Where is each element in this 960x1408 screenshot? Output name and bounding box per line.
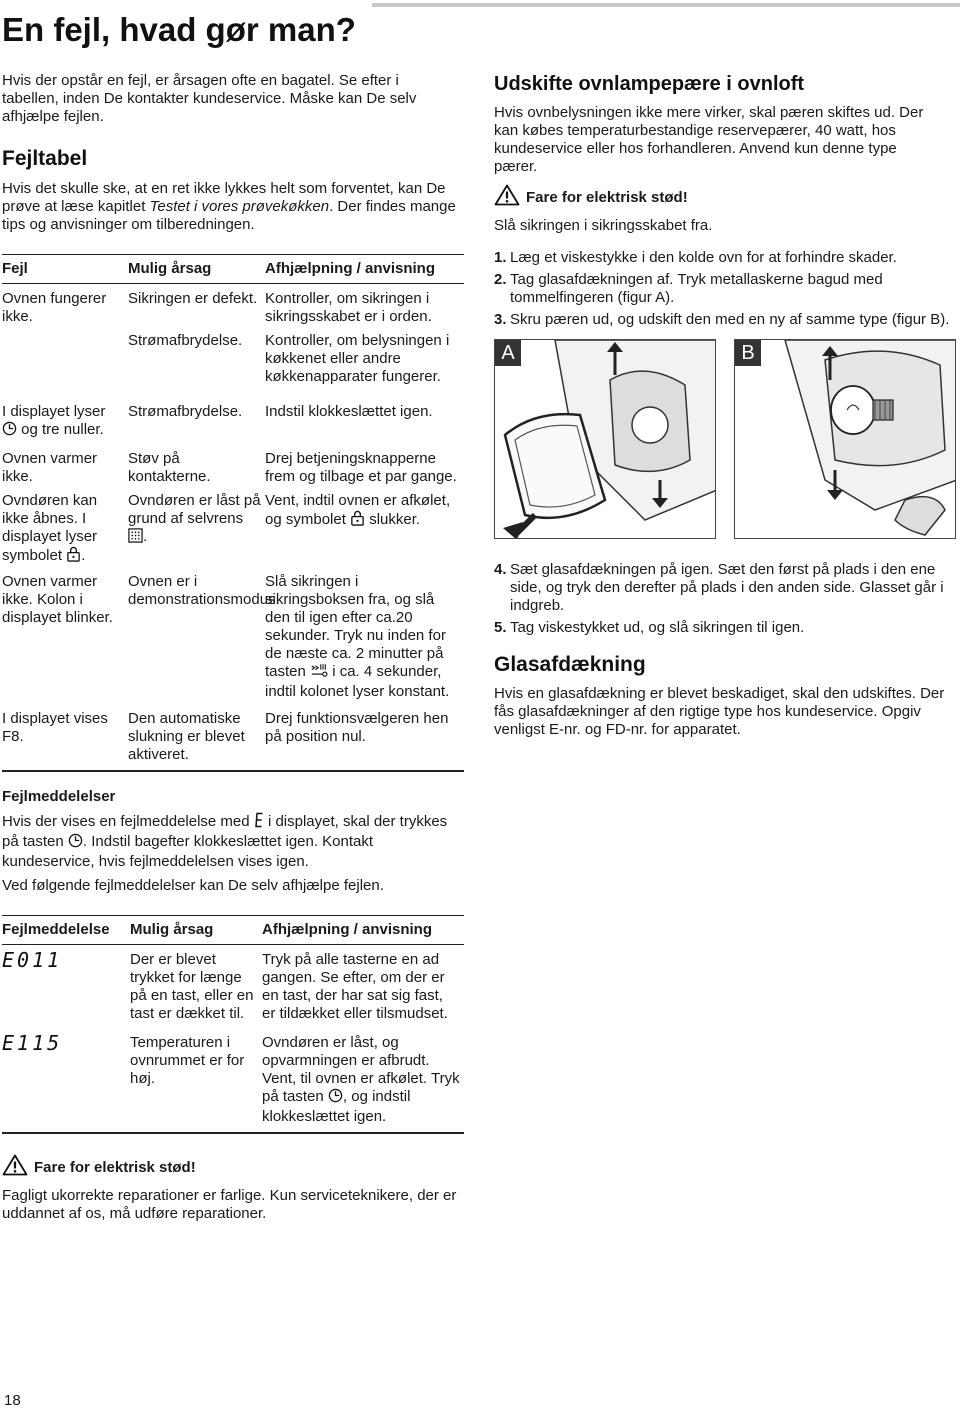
cell-afhjaelp: Indstil klokkeslættet igen. (265, 403, 433, 420)
cell-fejl-a: I displayet lyser (2, 403, 106, 420)
cell-afhjaelp: Kontroller, om sikringen i sikringsskabet er i orden. (265, 290, 432, 325)
cell-code (2, 945, 130, 1032)
lamp-cover-illustration (495, 340, 716, 539)
table-row (2, 1031, 464, 1133)
cell-fejl: I displayet vises F8. (2, 710, 108, 745)
glas-heading: Glasafdækning (494, 653, 646, 676)
step-text: Sæt glasafdækningen på igen. Sæt den først på plads i den ene side, og tryk den derefter på plads i den anden side. Glasset går i indgreb. (510, 561, 944, 614)
fejlmeddelelser-heading: Fejlmeddelelser (2, 788, 116, 805)
step-number: 2. (494, 271, 507, 288)
table-row (2, 284, 464, 330)
table-row (2, 707, 464, 771)
fejltabel-intro (2, 180, 462, 234)
list-item (494, 311, 956, 329)
step-number: 5. (494, 619, 507, 636)
table-row (2, 400, 464, 447)
glas-text: Hvis en glasafdækning er blevet beskadiget, skal den udskiftes. Der fås glasafdækninger af den rigtige type hos kundeservice. Opgiv venligst E-nr. og FD-nr. for apparatet. (494, 685, 945, 738)
lamp-bulb-illustration (735, 340, 956, 539)
table-row (2, 329, 464, 400)
cell-fejl: Ovnen fungerer ikke. (2, 290, 107, 325)
table-row (2, 570, 464, 707)
fejltabel-intro-b: . Der findes mange tips og anvisninger om tilberedningen. (2, 198, 456, 233)
cell-afhjaelp (265, 570, 464, 707)
step-text: Skru pæren ud, og udskift den med en ny af samme type (figur B). (510, 311, 950, 328)
fejltabel-intro-italic: Testet i vores prøvekøkken (149, 198, 330, 215)
fejltabel-intro-a: Hvis det skulle ske, at en ret ikke lykkes helt som forventet, kan De prøve at læse kapitlet (2, 180, 446, 215)
page-title: En fejl, hvad gør man? (2, 11, 356, 48)
step-number: 4. (494, 561, 507, 578)
warning-box-lamp (494, 184, 956, 211)
cell-fejl-b: . (81, 547, 86, 564)
fejl-table-header (2, 255, 464, 284)
list-item (494, 619, 956, 637)
col-header-fejlmeddelelse: Fejlmeddelelse (2, 916, 130, 945)
step-text: Tag glasafdækningen af. Tryk metallaskerne bagud med tommelfingeren (figur A). (510, 271, 883, 306)
warning-title: Fare for elektrisk stød! (526, 188, 688, 206)
warning-triangle-icon (2, 1154, 28, 1181)
error-code-display: E011 (2, 948, 63, 972)
cell-aarsag: Strømafbrydelse. (128, 403, 243, 420)
cell-afhjaelp-b: slukker. (365, 511, 421, 528)
step-text: Læg et viskestykke i den kolde ovn for at forhindre skader. (510, 249, 897, 266)
table-row (2, 447, 464, 489)
cell-aarsag: Strømafbrydelse. (128, 332, 243, 349)
cell-afhjaelp: Drej betjeningsknapperne frem og tilbage et par gange. (265, 450, 457, 485)
cell-code (2, 1031, 130, 1133)
cell-afhjaelp-a: Ovndøren er låst, og opvarmningen er afbrudt. Vent, til ovnen er afkølet. Tryk på tasten (262, 1034, 460, 1105)
cell-afhjaelp: Tryk på alle tasterne en ad gangen. Se efter, om der er en tast, der har sat sig fast, er tildækket eller tilsmudset. (262, 951, 448, 1022)
selfclean-icon (128, 528, 143, 548)
fejlmeddelelser-intro (2, 812, 450, 871)
warning-triangle-icon (494, 184, 520, 211)
cell-fejl-b: og tre nuller. (17, 421, 104, 438)
step-number: 3. (494, 311, 507, 328)
lamp-figure (494, 339, 956, 539)
cell-afhjaelp: Kontroller, om belysningen i køkkenet eller andre køkkenapparater fungerer. (265, 332, 450, 385)
lamp-steps-2 (494, 561, 956, 637)
fejl-table (2, 254, 464, 772)
col-header-afhjaelp: Afhjælpning / anvisning (262, 916, 464, 945)
lamp-warning-text: Slå sikringen i sikringsskabet fra. (494, 217, 713, 234)
lock-icon (350, 510, 365, 531)
lamp-intro: Hvis ovnbelysningen ikke mere virker, skal pæren skiftes ud. Der kan købes temperaturbestandige reservepærer, 40 watt, hos kundeservice eller hos forhandleren. Anvend kun denne type pærer. (494, 104, 924, 175)
cell-fejl: Ovnen varmer ikke. Kolon i displayet blinker. (2, 573, 113, 626)
fejlmeddelelse-table (2, 915, 464, 1134)
fejlmeddelelser-text-a: Hvis der vises en fejlmeddelelse med (2, 813, 254, 830)
list-item (494, 249, 956, 267)
step-text: Tag viskestykket ud, og slå sikringen til igen. (510, 619, 805, 636)
fejlmeddelelser-text-b: i displayet, skal der trykkes på tasten (2, 813, 448, 850)
fejlmeddelelser-p2: Ved følgende fejlmeddelelser kan De selv afhjælpe fejlen. (2, 877, 384, 894)
cell-afhjaelp-b: , og indstil klokkeslættet igen. (262, 1088, 411, 1125)
col-header-fejl: Fejl (2, 255, 128, 284)
list-item (494, 561, 956, 615)
cell-afhjaelp-b: i ca. 4 sekunder, indtil kolonet lyser konstant. (265, 663, 450, 700)
cell-aarsag-b: . (143, 528, 148, 545)
col-header-aarsag: Mulig årsag (130, 916, 262, 945)
cell-aarsag: Støv på kontakterne. (128, 450, 211, 485)
warning-text: Fagligt ukorrekte reparationer er farlige. Kun serviceteknikere, der er uddannet af os, må udføre reparationer. (2, 1187, 457, 1222)
cell-fejl (2, 400, 128, 447)
cell-fejl (2, 489, 128, 570)
table-row (2, 945, 464, 1032)
page-number: 18 (4, 1392, 21, 1408)
cell-afhjaelp (262, 1031, 464, 1133)
cell-aarsag (128, 489, 265, 570)
intro-text: Hvis der opstår en fejl, er årsagen ofte en bagatel. Se efter i tabellen, inden De kontakter kundeservice. Måske kan De selv afhjælpe fejlen. (2, 72, 417, 125)
error-code-display: E115 (2, 1031, 63, 1055)
fejlmeddelelse-table-header (2, 916, 464, 945)
col-header-afhjaelp: Afhjælpning / anvisning (265, 255, 464, 284)
left-column (2, 72, 464, 1223)
fejltabel-heading: Fejltabel (2, 147, 88, 170)
top-rule (0, 0, 960, 8)
cell-afhjaelp-a: Vent, indtil ovnen er afkølet, og symbolet (265, 492, 451, 528)
cell-aarsag: Temperaturen i ovnrummet er for høj. (130, 1034, 245, 1087)
clock-icon (328, 1088, 343, 1108)
cell-afhjaelp-a: Slå sikringen i sikringsboksen fra, og slå den til igen efter ca.20 sekunder. Tryk nu inden for de næste ca. 2 minutter på tasten (265, 573, 446, 680)
warning-box-bottom (2, 1154, 464, 1181)
figure-label-a: A (495, 340, 521, 366)
table-row (2, 489, 464, 570)
clock-icon (2, 421, 17, 441)
step-number: 1. (494, 249, 507, 266)
cell-fejl (2, 329, 128, 400)
warning-title: Fare for elektrisk stød! (34, 1158, 196, 1176)
cell-aarsag: Sikringen er defekt. (128, 290, 258, 307)
cell-aarsag-a: Ovndøren er låst på grund af selvrens (128, 492, 261, 527)
cell-aarsag: Ovnen er i demonstrationsmodus. (128, 573, 280, 608)
error-e-icon (254, 812, 264, 833)
cell-afhjaelp: Drej funktionsvælgeren hen på position nul. (265, 710, 449, 745)
figure-a (494, 339, 716, 539)
lock-icon (66, 546, 81, 567)
cell-fejl-a: Ovndøren kan ikke åbnes. I displayet lyser symbolet (2, 492, 98, 564)
col-header-aarsag: Mulig årsag (128, 255, 265, 284)
cell-afhjaelp (265, 489, 464, 570)
cell-fejl: Ovnen varmer ikke. (2, 450, 98, 485)
cell-aarsag: Den automatiske slukning er blevet aktiveret. (128, 710, 245, 763)
figure-b (734, 339, 956, 539)
figure-label-b: B (735, 340, 761, 366)
lamp-heading: Udskifte ovnlampepære i ovnloft (494, 73, 805, 95)
fast-heat-icon (310, 663, 328, 683)
cell-aarsag: Der er blevet trykket for længe på en tast, eller en tast er dækket til. (130, 951, 254, 1022)
list-item (494, 271, 956, 307)
fejlmeddelelser-text-c: . Indstil bagefter klokkeslættet igen. Kontakt kundeservice, hvis fejlmeddelelsen vises igen. (2, 833, 374, 870)
clock-icon (68, 833, 83, 853)
lamp-steps (494, 249, 956, 329)
right-column (494, 72, 956, 739)
